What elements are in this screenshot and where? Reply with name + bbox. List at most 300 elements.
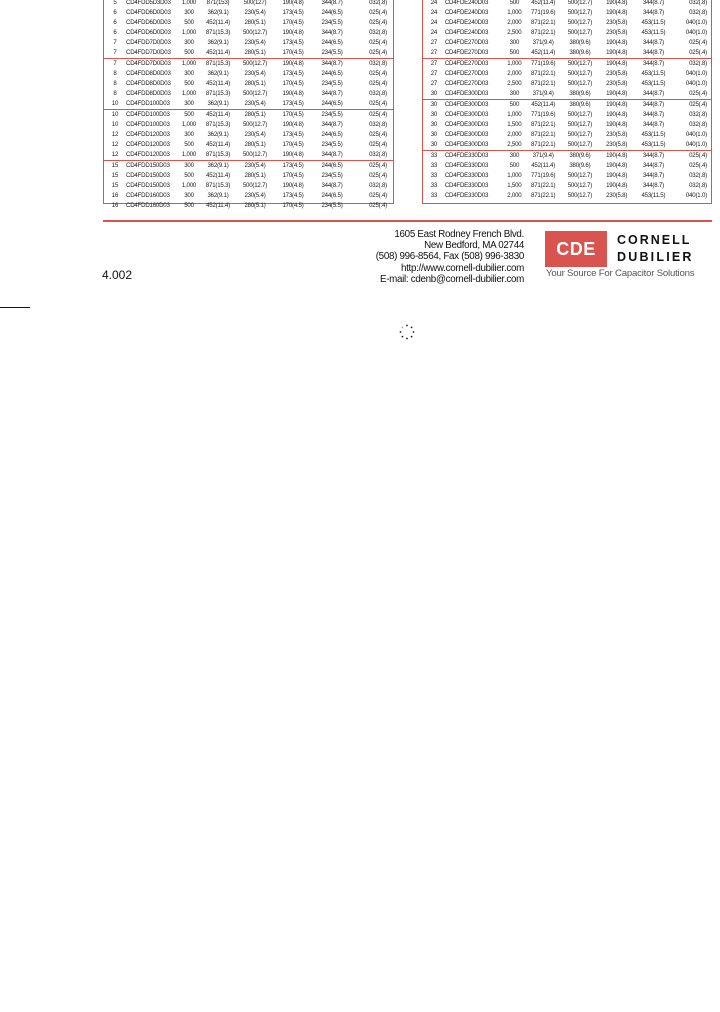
table-cell: 362(9.1) [207, 70, 229, 77]
table-cell: 7 [113, 60, 117, 67]
table-cell: 500(12.7) [567, 9, 593, 16]
table-cell: 190(4.8) [606, 9, 628, 16]
table-cell: 2,500 [507, 29, 522, 36]
table-cell: 33 [430, 192, 438, 199]
table-cell: 1,000 [507, 172, 522, 179]
table-cell: 871(22.1) [531, 141, 556, 148]
table-row [104, 201, 393, 211]
table-cell: 871(15.3) [205, 121, 231, 128]
table-row [423, 48, 711, 58]
table-cell: 1,000 [181, 151, 197, 158]
table-cell: CD4FDE270D03 [444, 49, 489, 56]
table-cell: 500 [184, 172, 194, 179]
table-cell: 244(6.5) [321, 100, 343, 107]
table-cell: 344(8.7) [321, 121, 343, 128]
table-cell: 234(5.5) [321, 19, 343, 26]
spinner-icon [398, 323, 416, 341]
table-cell: 500(12.7) [567, 141, 593, 148]
table-cell: 362(9.1) [207, 39, 229, 46]
table-row [104, 110, 393, 120]
table-cell: 500 [184, 111, 194, 118]
table-cell: CD4FDD120D03 [126, 141, 170, 148]
table-row [104, 38, 393, 48]
table-cell: 025(.4) [369, 141, 387, 148]
table-cell: 380(9.6) [569, 39, 591, 46]
table-cell: 032(.8) [689, 60, 707, 67]
table-cell: 300 [184, 9, 194, 16]
table-cell: 190(4.8) [282, 182, 304, 189]
table-cell: 032(.8) [369, 60, 387, 67]
table-cell: CD4FDE240D03 [444, 19, 489, 26]
table-cell: 500(127) [243, 0, 267, 6]
table-row [104, 8, 393, 18]
table-cell: 500(12.7) [567, 121, 593, 128]
table-cell: 230(5.4) [244, 70, 266, 77]
table-cell: 300 [184, 162, 194, 169]
table-cell: 500 [184, 80, 194, 87]
table-cell: 27 [430, 60, 438, 67]
table-cell: 025(.4) [369, 111, 387, 118]
table-cell: 244(6.5) [321, 9, 343, 16]
table-cell: CD4FDE300D03 [444, 90, 489, 97]
table-cell: 2,500 [507, 141, 522, 148]
table-cell: 344(8.7) [642, 172, 664, 179]
table-cell: 234(5.5) [321, 111, 343, 118]
table-cell: 344(8.7) [642, 162, 664, 169]
table-cell: 30 [430, 90, 438, 97]
table-cell: 15 [111, 182, 119, 189]
table-cell: CD4FDD100D03 [126, 111, 170, 118]
table-cell: 040(1.0) [685, 70, 707, 77]
table-cell: 230(5.4) [244, 162, 266, 169]
table-cell: 453(11.5) [641, 19, 666, 26]
table-cell: 453(11.5) [641, 29, 666, 36]
table-cell: 170(4.5) [282, 49, 304, 56]
table-cell: 500(12.7) [242, 60, 268, 67]
table-cell: 452(11.4) [206, 80, 230, 87]
table-cell: 344(8.7) [321, 60, 343, 67]
table-cell: CD4FDD7D0D03 [126, 39, 171, 46]
table-cell: 500(12.7) [567, 111, 593, 118]
table-cell: 344(8.7) [642, 9, 664, 16]
table-cell: 244(6.5) [321, 70, 343, 77]
table-cell: 500(12.7) [567, 60, 593, 67]
table-row [104, 120, 393, 130]
table-row [423, 140, 711, 150]
table-cell: 27 [430, 80, 438, 87]
table-cell: 1,500 [507, 121, 522, 128]
table-cell: 452(11.4) [531, 101, 556, 108]
table-cell: 300 [509, 39, 520, 46]
table-cell: 452(11.4) [531, 49, 556, 56]
table-row [104, 18, 393, 28]
table-cell: 025(.4) [369, 80, 387, 87]
table-cell: 371(9.4) [532, 152, 554, 159]
table-cell: 190(4.8) [606, 152, 628, 159]
table-cell: CD4FDD8D0D03 [126, 80, 171, 87]
table-cell: 173(4.5) [282, 100, 304, 107]
table-cell: 025(.4) [689, 101, 707, 108]
table-cell: 27 [430, 39, 438, 46]
table-cell: 344(8.7) [642, 111, 664, 118]
table-cell: 362(9.1) [207, 192, 229, 199]
table-cell: 234(5.5) [321, 172, 343, 179]
table-row [423, 110, 711, 120]
table-cell: 344(8.7) [642, 152, 664, 159]
table-row [104, 99, 393, 109]
table-cell: 7 [113, 39, 117, 46]
table-cell: 280(5.1) [244, 202, 266, 209]
table-cell: 344(8.7) [321, 151, 343, 158]
table-cell: 452(11.4) [206, 172, 230, 179]
table-row [104, 69, 393, 79]
table-cell: 30 [430, 141, 438, 148]
table-cell: 280(5.1) [244, 19, 266, 26]
table-cell: 344(8.7) [642, 39, 664, 46]
table-row [104, 0, 393, 8]
table-cell: 871(22.1) [531, 192, 556, 199]
table-cell: CD4FDE240D03 [444, 0, 489, 6]
table-cell: 173(4.5) [282, 70, 304, 77]
table-cell: 170(4.5) [282, 202, 304, 209]
company-tagline: Your Source For Capacitor Solutions [546, 268, 695, 279]
table-cell: 5 [113, 0, 117, 6]
table-cell: CD4FDD6D0D03 [126, 29, 171, 36]
table-row-group [423, 0, 711, 59]
table-cell: 230(5.4) [244, 9, 266, 16]
table-cell: 025(.4) [369, 19, 387, 26]
table-cell: 500 [184, 141, 194, 148]
table-cell: 230(5.4) [244, 131, 266, 138]
table-cell: 871(22.1) [531, 19, 556, 26]
table-cell: 190(4.8) [606, 60, 628, 67]
table-cell: 6 [113, 29, 117, 36]
table-row-group [104, 110, 393, 161]
table-cell: 12 [111, 151, 119, 158]
table-cell: 1,000 [507, 60, 522, 67]
table-cell: 190(4.8) [606, 0, 628, 6]
table-cell: CD4FDE270D03 [444, 70, 489, 77]
table-cell: 362(9.1) [207, 9, 229, 16]
table-cell: 032(.8) [689, 9, 707, 16]
table-cell: 170(4.5) [282, 19, 304, 26]
table-row [104, 191, 393, 201]
table-cell: 24 [430, 29, 438, 36]
table-cell: 2,000 [507, 192, 522, 199]
address-phone-fax: (508) 996-8564, Fax (508) 996-3830 [375, 251, 524, 263]
table-cell: 244(6.5) [321, 192, 343, 199]
table-cell: 500 [509, 162, 520, 169]
table-cell: 33 [430, 162, 438, 169]
table-cell: 344(8.7) [642, 49, 664, 56]
table-cell: CD4FDE300D03 [444, 121, 489, 128]
footer-divider [103, 220, 712, 222]
table-cell: 24 [430, 9, 438, 16]
table-cell: 025(.4) [369, 192, 387, 199]
table-cell: 30 [430, 111, 438, 118]
table-cell: 771(19.6) [531, 60, 556, 67]
table-cell: 025(.4) [369, 131, 387, 138]
table-cell: 173(4.5) [282, 39, 304, 46]
table-cell: 500(12.7) [242, 151, 268, 158]
table-cell: 234(5.5) [321, 202, 343, 209]
table-cell: 025(.4) [689, 90, 707, 97]
table-cell: 244(6.5) [321, 39, 343, 46]
table-cell: 300 [184, 70, 194, 77]
table-cell: 344(8.7) [321, 90, 343, 97]
table-cell: CD4FDE300D03 [444, 141, 489, 148]
table-cell: 344(8.7) [642, 101, 664, 108]
table-cell: 230(5.4) [244, 39, 266, 46]
table-cell: 170(4.5) [282, 141, 304, 148]
table-row [423, 171, 711, 181]
table-row [423, 69, 711, 79]
table-cell: CD4FDD100D03 [126, 121, 170, 128]
table-cell: 453(11.5) [641, 80, 666, 87]
table-cell: 500(12.7) [567, 131, 593, 138]
table-cell: 025(.4) [689, 162, 707, 169]
table-cell: 452(11.4) [531, 0, 556, 6]
table-cell: 1,000 [181, 182, 197, 189]
table-cell: 10 [111, 100, 119, 107]
table-cell: 452(11.4) [206, 202, 230, 209]
table-cell: 10 [111, 121, 119, 128]
table-cell: CD4FDD100D03 [126, 100, 170, 107]
table-cell: 190(4.8) [282, 60, 304, 67]
table-cell: 871(15.3) [205, 29, 231, 36]
table-row [423, 120, 711, 130]
table-cell: CD4FDE300D03 [444, 131, 489, 138]
table-cell: 230(5.4) [244, 100, 266, 107]
table-cell: CD4FDE300D03 [444, 101, 489, 108]
table-cell: 1,000 [507, 9, 522, 16]
table-row-group [104, 161, 393, 211]
table-cell: 500(12.7) [567, 182, 593, 189]
table-cell: CD4FDE330D03 [444, 182, 489, 189]
table-cell: 30 [430, 121, 438, 128]
table-cell: 771(19.6) [531, 172, 556, 179]
table-cell: 032(.8) [689, 121, 707, 128]
table-cell: 871(22.1) [531, 121, 556, 128]
table-cell: 453(11.5) [641, 192, 666, 199]
table-cell: 280(5.1) [244, 111, 266, 118]
table-cell: 500(12.7) [242, 182, 268, 189]
table-cell: 190(4.8) [282, 0, 304, 6]
table-cell: 12 [111, 131, 119, 138]
table-cell: CD4FDD6D0D03 [126, 9, 171, 16]
table-cell: 025(.4) [369, 202, 387, 209]
table-cell: 244(6.5) [321, 162, 343, 169]
table-cell: 032(.8) [689, 0, 707, 6]
table-cell: 380(9.6) [569, 152, 591, 159]
table-cell: 452(11.4) [206, 49, 230, 56]
table-cell: 871(153) [206, 0, 230, 6]
table-cell: CD4FDE270D03 [444, 60, 489, 67]
table-cell: 032(.8) [689, 172, 707, 179]
table-row [104, 171, 393, 181]
table-cell: 173(4.5) [282, 9, 304, 16]
table-row [104, 28, 393, 38]
table-cell: 040(1.0) [685, 29, 707, 36]
table-row [104, 181, 393, 191]
table-row [423, 161, 711, 171]
table-cell: 173(4.5) [282, 162, 304, 169]
table-cell: 500 [184, 202, 194, 209]
table-cell: 344(8.7) [642, 90, 664, 97]
table-cell: 24 [430, 19, 438, 26]
table-cell: 344(8.7) [321, 29, 343, 36]
table-cell: 344(8.7) [642, 182, 664, 189]
table-cell: 371(9.4) [532, 39, 554, 46]
table-cell: 190(4.8) [282, 90, 304, 97]
table-cell: 453(11.5) [641, 141, 666, 148]
left-parts-table [103, 0, 394, 209]
table-cell: 453(11.5) [641, 131, 666, 138]
table-cell: 025(.4) [369, 9, 387, 16]
table-cell: CD4FDD8D0D03 [126, 90, 171, 97]
table-cell: 500(12.7) [567, 172, 593, 179]
table-row-group [423, 100, 711, 151]
company-address [330, 229, 524, 285]
table-cell: CD4FDD6D0D03 [126, 19, 171, 26]
table-cell: 15 [111, 172, 119, 179]
table-cell: 190(4.8) [282, 151, 304, 158]
table-cell: 2,000 [507, 131, 522, 138]
table-cell: 27 [430, 49, 438, 56]
table-cell: 344(8.7) [642, 121, 664, 128]
address-street: 1605 East Rodney French Blvd. [394, 229, 524, 240]
table-cell: 871(15.3) [205, 90, 231, 97]
table-cell: 30 [430, 131, 438, 138]
table-row [423, 130, 711, 140]
table-cell: 300 [509, 90, 520, 97]
table-cell: 871(22.1) [531, 70, 556, 77]
table-cell: 16 [111, 202, 119, 209]
table-cell: 371(9.4) [532, 90, 554, 97]
table-cell: 344(8.7) [321, 0, 343, 6]
table-cell: CD4FDE330D03 [444, 192, 489, 199]
table-cell: CD4FDD150D03 [126, 162, 170, 169]
page-number: 4.002 [102, 268, 133, 282]
table-cell: 12 [111, 141, 119, 148]
table-cell: 230(5.8) [606, 141, 628, 148]
table-cell: 771(19.6) [531, 9, 556, 16]
table-row [104, 89, 393, 99]
table-cell: 453(11.5) [641, 70, 666, 77]
table-cell: 300 [184, 39, 194, 46]
table-cell: 040(1.0) [685, 141, 707, 148]
table-row [104, 150, 393, 160]
table-cell: 871(15.3) [205, 182, 231, 189]
table-cell: 234(5.5) [321, 80, 343, 87]
table-cell: 500 [509, 0, 520, 6]
table-row [423, 89, 711, 99]
table-cell: 190(4.8) [606, 101, 628, 108]
cde-logo: CDE [545, 231, 607, 267]
table-row [423, 8, 711, 18]
table-cell: 344(8.7) [321, 182, 343, 189]
table-cell: 344(8.7) [642, 0, 664, 6]
table-cell: 032(.8) [369, 29, 387, 36]
table-cell: 771(19.6) [531, 111, 556, 118]
table-cell: 1,000 [181, 60, 197, 67]
table-row [104, 161, 393, 171]
table-cell: 16 [111, 192, 119, 199]
table-cell: 362(9.1) [207, 162, 229, 169]
right-parts-table [422, 0, 712, 204]
table-cell: 33 [430, 182, 438, 189]
table-cell: 280(5.1) [244, 172, 266, 179]
table-cell: 500(12.7) [242, 29, 268, 36]
table-row [423, 28, 711, 38]
table-cell: 300 [184, 100, 194, 107]
table-cell: 230(5.8) [606, 192, 628, 199]
table-row [104, 130, 393, 140]
table-cell: 032(.8) [369, 90, 387, 97]
table-cell: CD4FDE240D03 [444, 29, 489, 36]
table-cell: 025(.4) [369, 162, 387, 169]
table-cell: 15 [111, 162, 119, 169]
table-cell: 8 [113, 90, 117, 97]
table-cell: 30 [430, 101, 438, 108]
table-cell: CD4FDD150D03 [126, 182, 170, 189]
table-cell: 33 [430, 152, 438, 159]
table-cell: 380(9.6) [569, 101, 591, 108]
table-cell: 2,500 [507, 80, 522, 87]
email-link[interactable]: E-mail: cdenb@cornell-dubilier.com [379, 273, 524, 285]
table-cell: 2,000 [507, 19, 522, 26]
table-cell: 871(22.1) [531, 80, 556, 87]
table-cell: 871(22.1) [531, 29, 556, 36]
table-cell: 452(11.4) [206, 141, 230, 148]
table-cell: CD4FDD7D0D03 [126, 60, 171, 67]
table-cell: 025(.4) [689, 49, 707, 56]
table-cell: 190(4.8) [606, 121, 628, 128]
table-cell: 1,000 [507, 111, 522, 118]
table-row [423, 18, 711, 28]
table-cell: 025(.4) [369, 49, 387, 56]
table-cell: 032(.8) [369, 151, 387, 158]
table-cell: CD4FDD160D03 [126, 192, 170, 199]
table-row [423, 79, 711, 89]
table-cell: 24 [430, 0, 438, 6]
table-cell: 230(5.8) [606, 19, 628, 26]
table-cell: 040(1.0) [685, 80, 707, 87]
address-city: New Bedford, MA 02744 [424, 240, 524, 252]
table-cell: 500(12.7) [567, 0, 593, 6]
table-cell: 230(5.8) [606, 80, 628, 87]
table-cell: 500(12.7) [567, 19, 593, 26]
table-cell: CD4FDD5D3D03 [126, 0, 171, 6]
margin-rule [0, 307, 30, 308]
table-row [423, 151, 711, 161]
table-cell: 280(5.1) [244, 141, 266, 148]
table-cell: 170(4.5) [282, 172, 304, 179]
table-row-group [423, 151, 711, 201]
table-cell: 032(.8) [689, 111, 707, 118]
table-cell: 500(12.7) [567, 29, 593, 36]
table-cell: 452(11.4) [206, 19, 230, 26]
table-cell: 1,000 [181, 121, 197, 128]
table-cell: 190(4.8) [606, 49, 628, 56]
table-row [104, 59, 393, 69]
table-row-group [423, 59, 711, 100]
table-cell: 380(9.6) [569, 162, 591, 169]
website-link[interactable]: http://www.cornell-dubilier.com [400, 262, 524, 274]
table-cell: 244(6.5) [321, 131, 343, 138]
brand-name-cornell: CORNELL [617, 233, 692, 247]
table-row-group [104, 59, 393, 110]
